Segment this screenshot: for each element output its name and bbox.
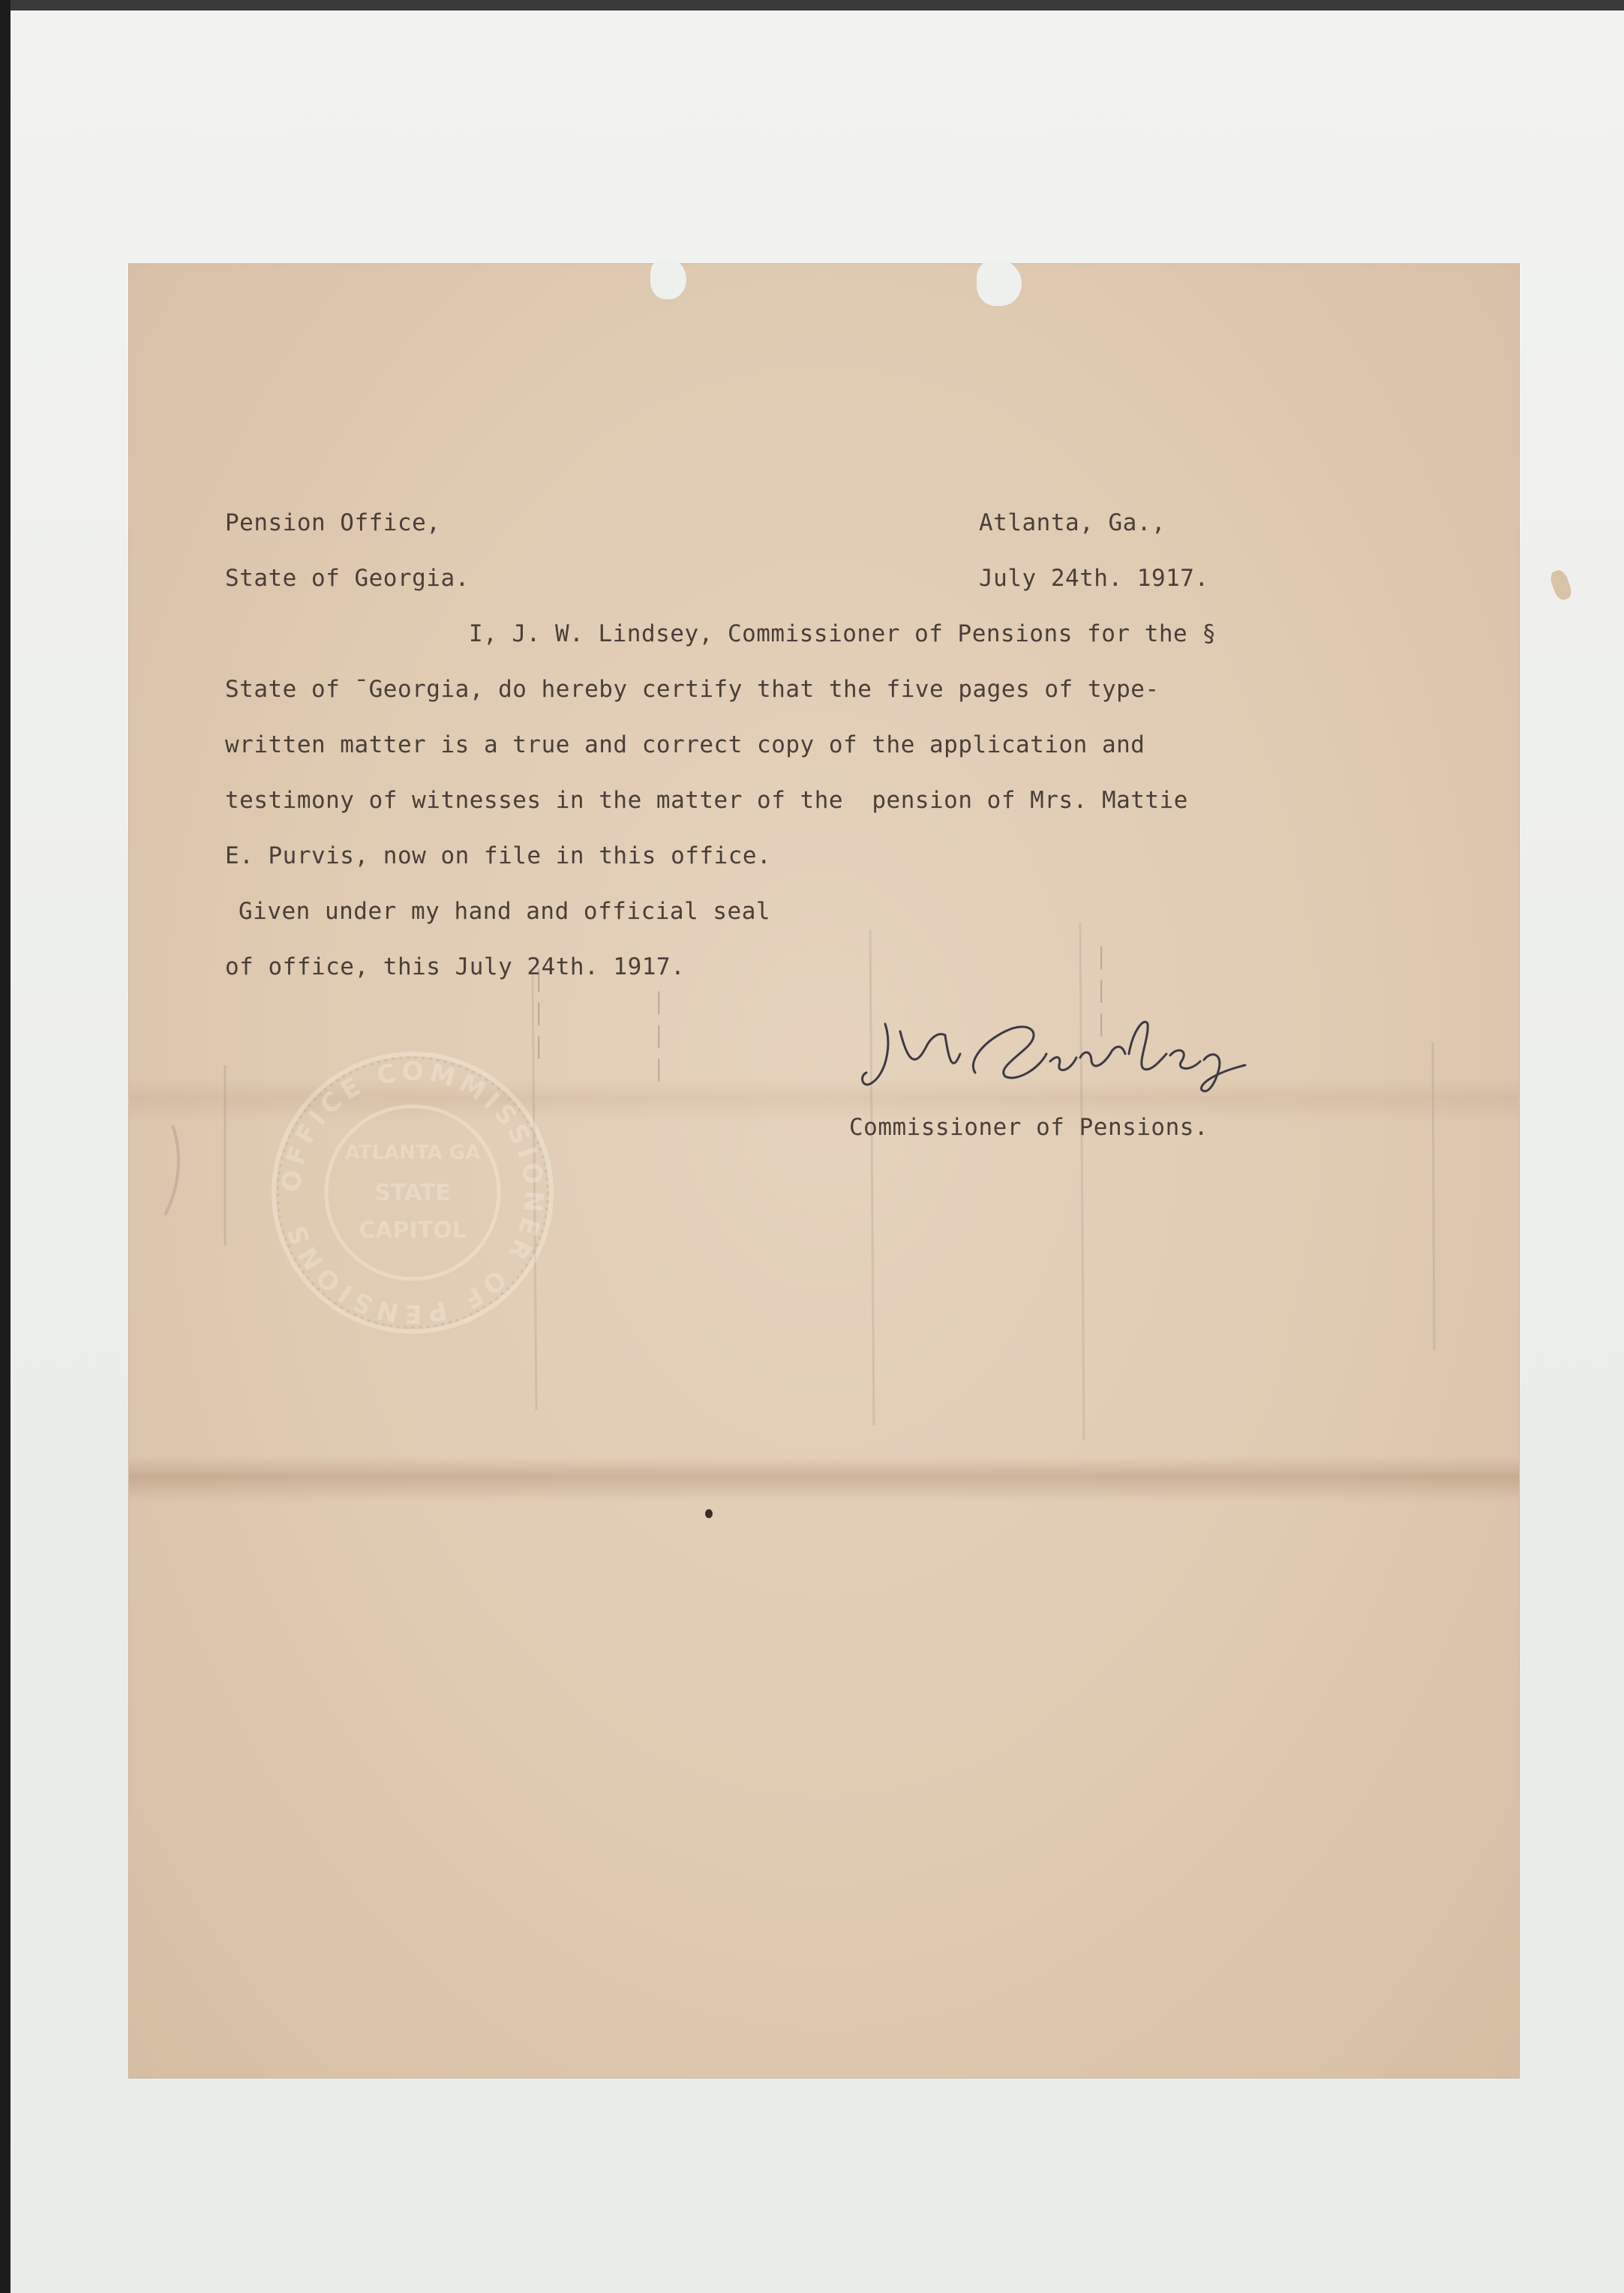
body-line-1: I, J. W. Lindsey, Commissioner of Pensions for the § (469, 620, 1217, 647)
paper-tear-left (650, 258, 686, 299)
scanner-top-edge (0, 0, 1624, 11)
pencil-notation-1: — — — (525, 968, 555, 1061)
seal-inner-text-capitol: CAPITOL (359, 1217, 467, 1244)
pencil-notation-3: — — — (1088, 945, 1118, 1038)
header-office-name: Pension Office, (225, 509, 441, 536)
seal-outer-text: OFFICE COMMISSIONER OF PENSIONS (276, 1056, 549, 1329)
signature-text: JW Lindsey (855, 1001, 859, 1002)
body-line-5: E. Purvis, now on file in this office. (225, 842, 772, 869)
handwritten-signature (855, 1001, 1290, 1099)
body-line-3: written matter is a true and correct copy of the application and (225, 731, 1145, 758)
closing-line-2: of office, this July 24th. 1917. (225, 953, 686, 980)
paper-tear-right (977, 260, 1022, 306)
official-seal (266, 1046, 559, 1339)
closing-line-1: Given under my hand and official seal (239, 898, 771, 925)
header-date: July 24th. 1917. (979, 565, 1209, 592)
body-line-4: testimony of witnesses in the matter of the pension of Mrs. Mattie (225, 787, 1188, 814)
certification-body (225, 606, 1217, 884)
header-state-name: State of Georgia. (225, 565, 470, 592)
seal-inner-text-atlanta: ATLANTA GA (344, 1142, 481, 1164)
signature-title: Commissioner of Pensions. (849, 1114, 1209, 1141)
body-line-2: State of ¯Georgia, do hereby certify that the five pages of type- (225, 676, 1160, 703)
paper-fold-line (129, 1457, 1519, 1502)
pencil-notation-2: — — — (645, 990, 675, 1083)
seal-inner-text-state: STATE (374, 1180, 451, 1206)
header-location: Atlanta, Ga., (979, 509, 1166, 536)
scanner-left-edge (0, 0, 11, 2293)
ink-speck (705, 1509, 713, 1518)
